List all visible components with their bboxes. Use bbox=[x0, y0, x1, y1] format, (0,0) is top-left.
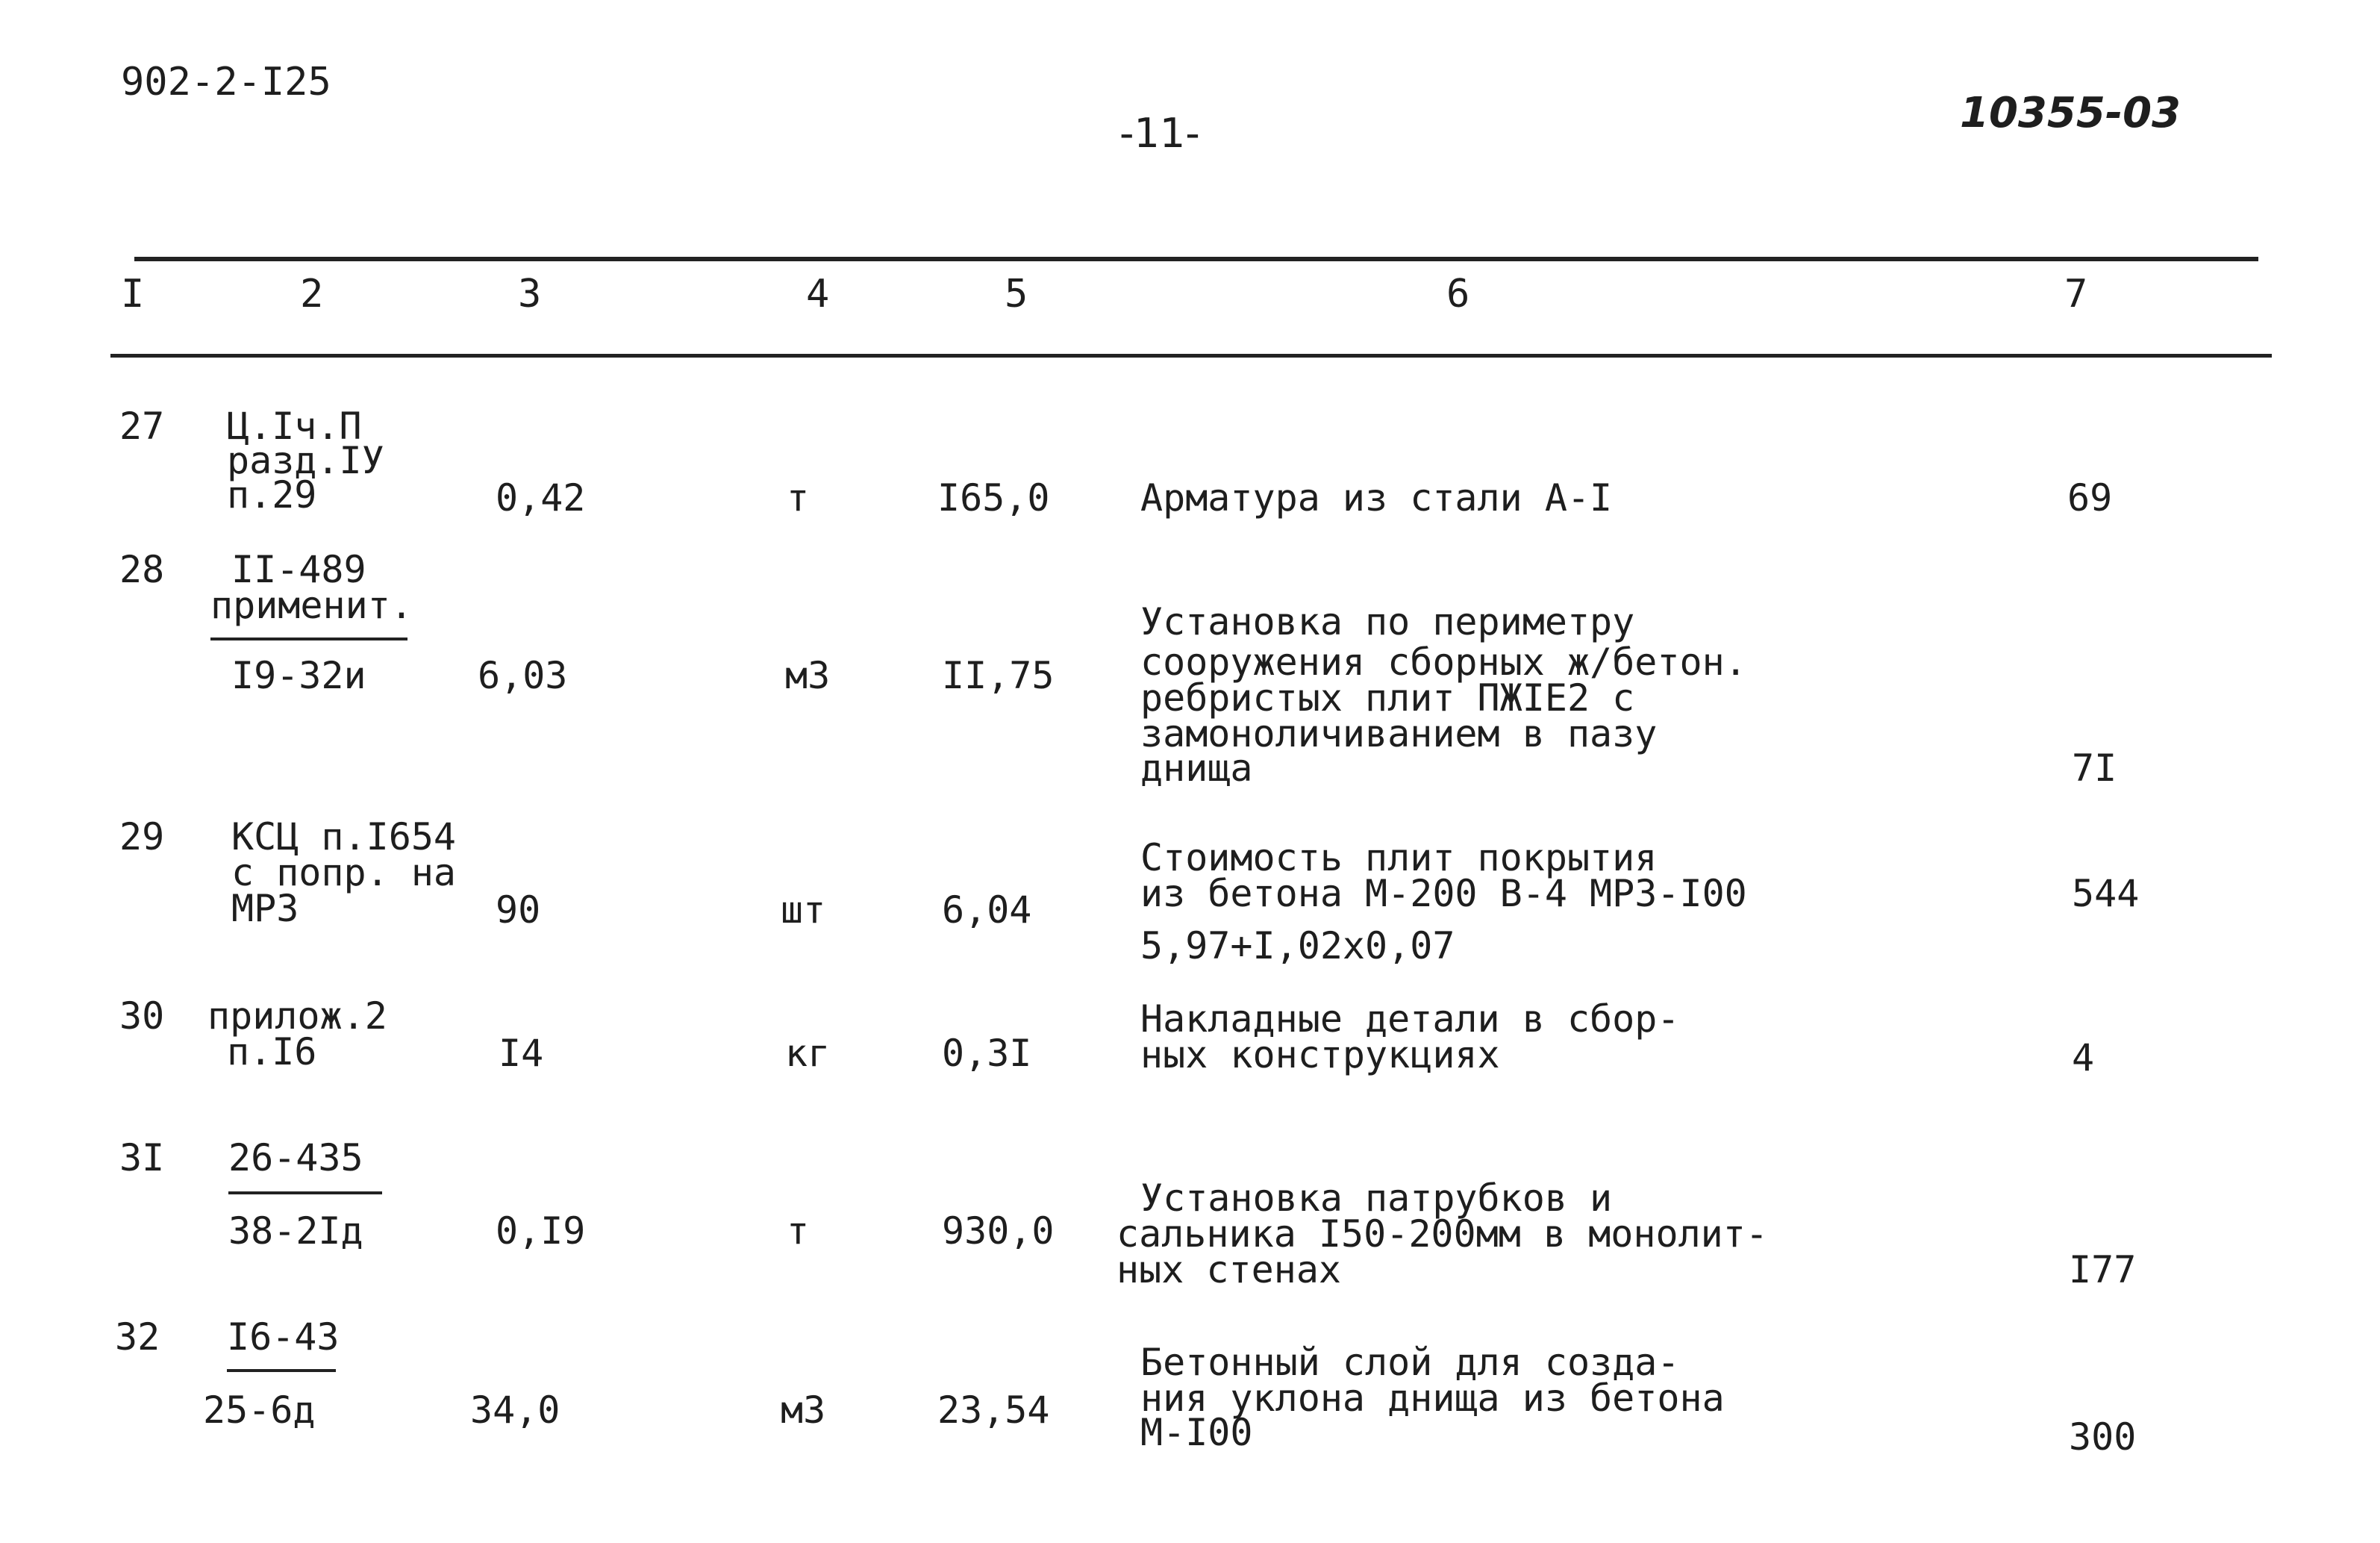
unit-cell: м3 bbox=[781, 1388, 826, 1432]
column-header-6: 6 bbox=[1446, 272, 1470, 317]
table-header-rule bbox=[110, 354, 2272, 358]
reference-line: применит. bbox=[210, 584, 413, 627]
description-line: замоноличиванием в пазу bbox=[1140, 712, 1658, 755]
description-line: Накладные детали в сбор- bbox=[1140, 997, 1680, 1041]
column-header-4: 4 bbox=[806, 272, 830, 317]
price-cell: II,75 bbox=[942, 654, 1055, 697]
total-cell: 544 bbox=[2072, 872, 2140, 915]
column-header-3: 3 bbox=[518, 272, 542, 317]
description-line: Бетонный слой для созда- bbox=[1140, 1341, 1680, 1384]
reference-lower: I9-32и bbox=[231, 654, 366, 697]
fraction-divider bbox=[227, 1369, 336, 1372]
total-cell: 4 bbox=[2072, 1036, 2095, 1079]
quantity-cell: 0,I9 bbox=[496, 1209, 586, 1253]
reference-line: II-489 bbox=[231, 548, 366, 591]
column-header-2: 2 bbox=[300, 272, 324, 317]
row-number: 27 bbox=[119, 405, 165, 448]
row-number: 32 bbox=[115, 1315, 160, 1359]
column-header-7: 7 bbox=[2064, 272, 2088, 317]
unit-cell: т bbox=[787, 1209, 810, 1253]
price-cell: 0,3I bbox=[942, 1032, 1032, 1075]
description-line: сооружения сборных ж/бетон. bbox=[1140, 640, 1747, 684]
total-cell: 300 bbox=[2069, 1415, 2137, 1459]
reference-line: разд.IУ bbox=[227, 439, 384, 482]
reference-line: п.29 bbox=[227, 473, 317, 517]
price-cell: I65,0 bbox=[937, 476, 1050, 520]
description-line: из бетона М-200 В-4 МРЗ-I00 bbox=[1140, 872, 1747, 915]
price-cell: 6,04 bbox=[942, 888, 1032, 932]
description-line: Установка по периметру bbox=[1140, 600, 1635, 643]
quantity-cell: 0,42 bbox=[496, 476, 586, 520]
description-line: М-I00 bbox=[1140, 1411, 1253, 1454]
description-line: Установка патрубков и bbox=[1140, 1176, 1613, 1220]
document-number: 10355-03 bbox=[1960, 89, 2181, 137]
total-cell: I77 bbox=[2069, 1248, 2137, 1291]
reference-line: п.I6 bbox=[227, 1030, 317, 1073]
quantity-cell: 90 bbox=[496, 888, 541, 932]
quantity-cell: 34,0 bbox=[470, 1388, 560, 1432]
fraction-divider bbox=[210, 638, 407, 640]
table-top-rule bbox=[134, 257, 2258, 261]
unit-cell: т bbox=[787, 476, 810, 520]
reference-line: с попр. на bbox=[231, 851, 457, 894]
price-cell: 23,54 bbox=[937, 1388, 1050, 1432]
unit-cell: м3 bbox=[785, 654, 831, 697]
quantity-cell: I4 bbox=[499, 1032, 544, 1075]
description-line: ребристых плит ПЖIЕ2 с bbox=[1140, 676, 1635, 720]
document-code: 902-2-I25 bbox=[121, 60, 331, 105]
description-line: сальника I50-200мм в монолит- bbox=[1116, 1212, 1768, 1256]
quantity-cell: 6,03 bbox=[478, 654, 568, 697]
price-cell: 930,0 bbox=[942, 1209, 1055, 1253]
description-line: днища bbox=[1140, 746, 1253, 790]
column-header-1: I bbox=[121, 272, 145, 317]
reference-line: 26-435 bbox=[228, 1136, 363, 1179]
fraction-divider bbox=[228, 1191, 382, 1194]
reference-line: Ц.Iч.П bbox=[227, 405, 362, 448]
description-line: ных стенах bbox=[1116, 1248, 1342, 1291]
total-cell: 7I bbox=[2072, 746, 2117, 790]
row-number: 30 bbox=[119, 994, 165, 1038]
unit-cell: шт bbox=[781, 888, 826, 932]
reference-lower: 25-6д bbox=[203, 1388, 316, 1432]
reference-line: МРЗ bbox=[231, 887, 299, 930]
row-number: 29 bbox=[119, 815, 165, 858]
reference-line: прилож.2 bbox=[207, 994, 387, 1038]
row-number: 3I bbox=[119, 1136, 165, 1179]
column-header-5: 5 bbox=[1005, 272, 1028, 317]
description-line: ных конструкциях bbox=[1140, 1033, 1500, 1076]
price-formula: 5,97+I,02х0,07 bbox=[1140, 924, 1455, 967]
reference-line: I6-43 bbox=[227, 1315, 340, 1359]
total-cell: 69 bbox=[2067, 476, 2113, 520]
reference-line: КСЦ п.I654 bbox=[231, 815, 457, 858]
description-line: Стоимость плит покрытия bbox=[1140, 836, 1658, 879]
reference-lower: 38-2Iд bbox=[228, 1209, 363, 1253]
description-line: ния уклона днища из бетона bbox=[1140, 1377, 1725, 1420]
description-line: Арматура из стали А-I bbox=[1140, 476, 1613, 520]
unit-cell: кг bbox=[785, 1032, 831, 1075]
page-number: -11- bbox=[1119, 110, 1200, 157]
row-number: 28 bbox=[119, 548, 165, 591]
